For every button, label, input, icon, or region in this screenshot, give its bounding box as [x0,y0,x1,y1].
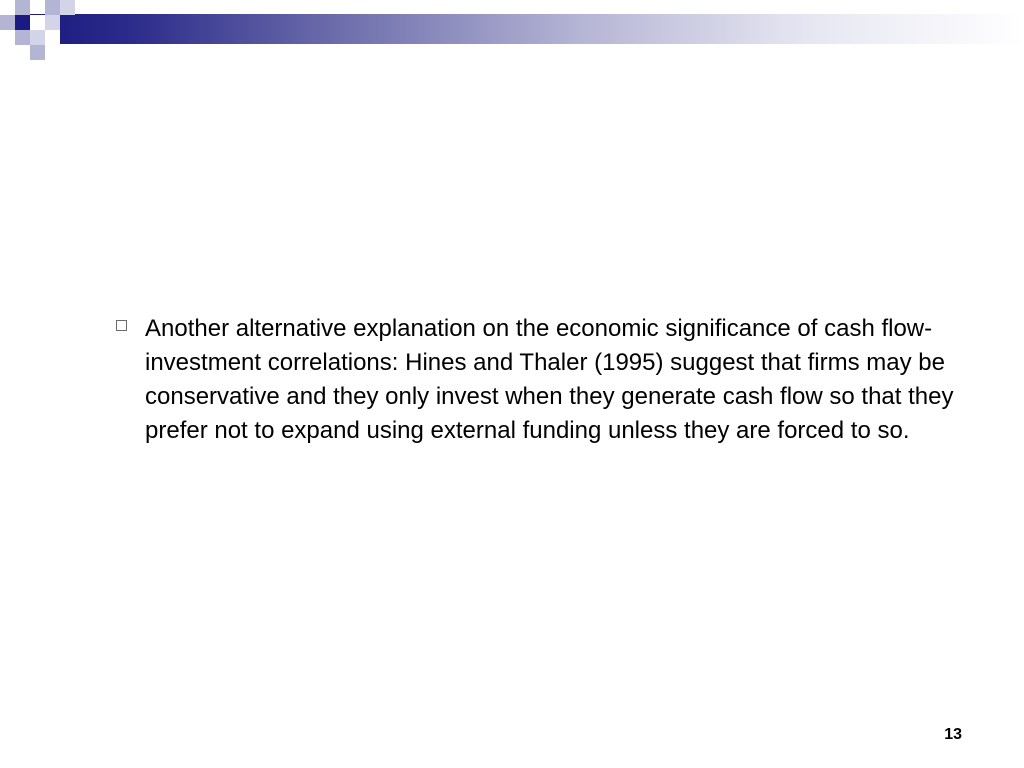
corner-square [30,45,45,60]
corner-square [60,0,75,15]
corner-square [45,0,60,15]
corner-square [45,30,60,45]
corner-square [15,15,30,30]
bullet-text: Another alternative explanation on the economic significance of cash flow-investment correlations: Hines and Thaler (1995) suggest that firms may be conservative and they only invest when they generate cash flow so that they prefer not to expand using external funding unless they are forced to so. [145,315,954,444]
slide-number: 13 [944,726,962,743]
corner-square [15,0,30,15]
corner-square [30,30,45,45]
hollow-square-bullet-icon [116,320,127,331]
corner-square [30,15,45,30]
corner-square [45,15,60,30]
corner-square [15,30,30,45]
corner-square [0,0,15,15]
corner-square [0,15,15,30]
header-gradient-bar [30,14,1024,44]
